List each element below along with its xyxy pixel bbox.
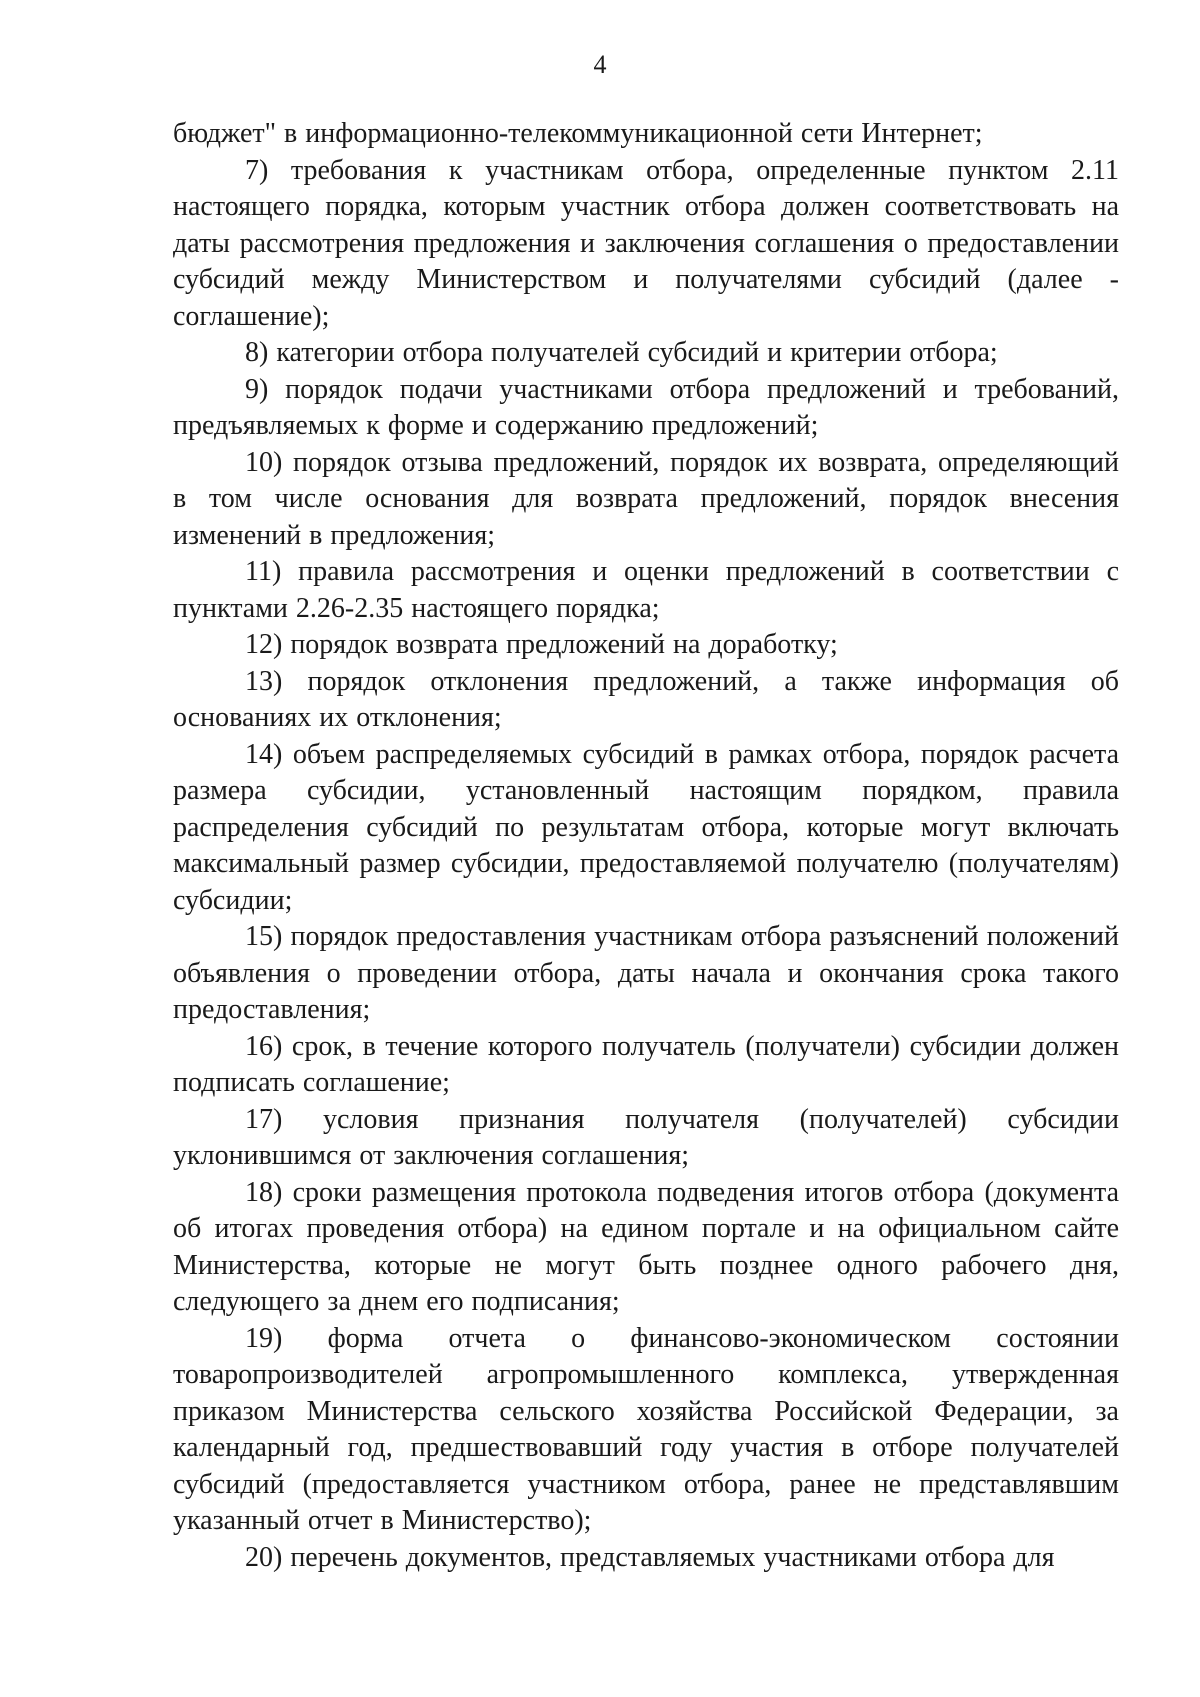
list-item-18: 18) сроки размещения протокола подведения итогов отбора (документа об итогах проведения отбора) на едином портале и на официальном сайте Министерства, которые не могут быть позднее одного рабочего дня, следующего за днем его подписания; [173, 1176, 1119, 1317]
list-item-7: 7) требования к участникам отбора, определенные пунктом 2.11 настоящего порядка, которым участник отбора должен соответствовать на даты рассмотрения предложения и заключения соглашения о предоставлении субсидий между Министерством и получателями субсидий (далее - соглашение); [173, 154, 1119, 332]
paragraph-continuation: бюджет" в информационно-телекоммуникационной сети Интернет; [173, 118, 983, 149]
list-item-14: 14) объем распределяемых субсидий в рамках отбора, порядок расчета размера субсидии, установленный настоящим порядком, правила распределения субсидий по результатам отбора, которые могут включать максимальный размер субсидии, предоставляемой получателю (получателям) субсидии; [173, 738, 1119, 916]
list-item-20: 20) перечень документов, представляемых участниками отбора для [245, 1541, 1055, 1573]
list-item-16: 16) срок, в течение которого получатель (получатели) субсидии должен подписать соглашение; [173, 1030, 1119, 1098]
list-item-12: 12) порядок возврата предложений на доработку; [245, 629, 838, 660]
list-item-10: 10) порядок отзыва предложений, порядок их возврата, определяющий в том числе основания для возврата предложений, порядок внесения изменений в предложения; [173, 446, 1119, 551]
list-item-9: 9) порядок подачи участниками отбора предложений и требований, предъявляемых к форме и содержанию предложений; [173, 373, 1119, 441]
list-item-8: 8) категории отбора получателей субсидий и критерии отбора; [245, 337, 998, 368]
list-item-19: 19) форма отчета о финансово-экономическом состоянии товаропроизводителей агропромышленного комплекса, утвержденная приказом Министерства сельского хозяйства Российской Федерации, за календарный год, предшествовавший году участия в отборе получателей субсидий (предоставляется участником отбора, ранее не представлявшим указанный отчет в Министерство); [173, 1322, 1119, 1536]
list-item-17: 17) условия признания получателя (получателей) субсидии уклонившимся от заключения соглашения; [173, 1103, 1119, 1171]
list-item-13: 13) порядок отклонения предложений, а также информация об основаниях их отклонения; [173, 665, 1119, 733]
page-number: 4 [593, 50, 607, 79]
list-item-15: 15) порядок предоставления участникам отбора разъяснений положений объявления о проведении отбора, даты начала и окончания срока такого предоставления; [173, 921, 1119, 1025]
list-item-11: 11) правила рассмотрения и оценки предложений в соответствии с пунктами 2.26-2.35 настоящего порядка; [173, 556, 1119, 624]
document-body [173, 116, 1119, 1576]
